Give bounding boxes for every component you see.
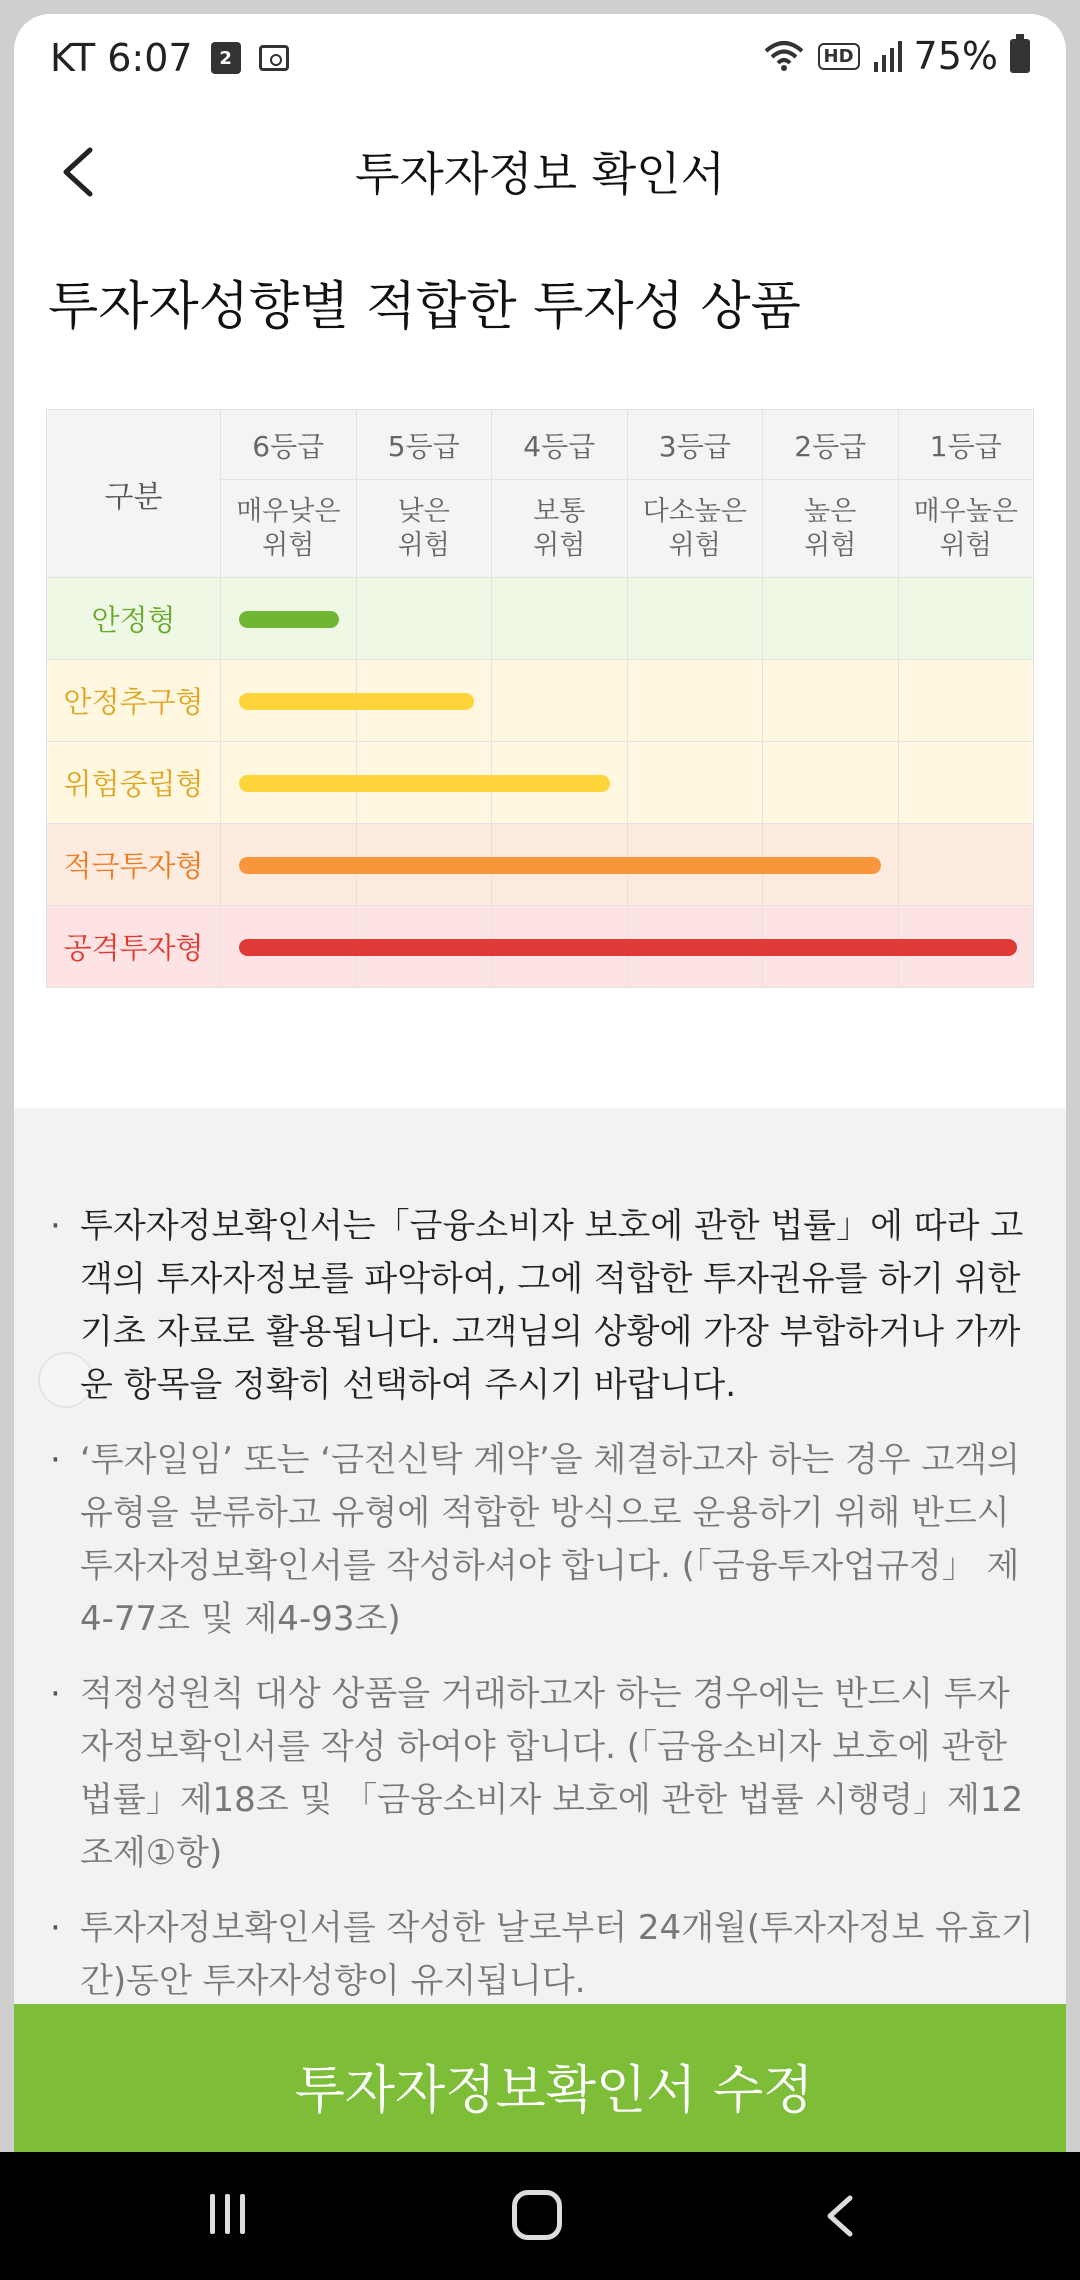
battery-icon — [1010, 39, 1030, 73]
grade-cell — [492, 824, 628, 906]
system-nav-bar — [0, 2152, 1080, 2280]
grade-cell — [763, 578, 899, 660]
risk-grade-table — [46, 409, 1034, 988]
app-screen — [14, 14, 1066, 2280]
recent-apps-icon — [210, 2194, 215, 2234]
grade-cell — [763, 824, 899, 906]
grade-cell — [356, 578, 492, 660]
risk-header-line: 높은 — [804, 495, 857, 527]
grade-header: 6등급 — [221, 410, 357, 480]
table-row — [47, 906, 1034, 988]
screen-record-icon — [259, 45, 289, 71]
grade-cell — [763, 660, 899, 742]
grade-cell — [221, 578, 357, 660]
table-row — [47, 742, 1034, 824]
grade-cell — [898, 660, 1034, 742]
recent-apps-icon — [225, 2194, 230, 2234]
risk-header-line: 위험 — [397, 529, 450, 561]
grade-cell — [221, 824, 357, 906]
grade-cell — [221, 742, 357, 824]
notice-item: · 투자자정보확인서를 작성한 날로부터 24개월(투자자정보 유효기간)동안 투자자성향이 유지됩니다. — [50, 1902, 1040, 2008]
notice-list — [50, 1200, 1040, 2030]
row-label: 적극투자형 — [47, 824, 221, 906]
grade-cell — [627, 906, 763, 988]
grade-cell — [356, 660, 492, 742]
risk-header-line: 매우낮은 — [236, 495, 341, 527]
risk-header-line: 위험 — [533, 529, 586, 561]
risk-header — [356, 480, 492, 578]
battery-percent: 75% — [913, 34, 998, 78]
recent-apps-button[interactable] — [210, 2194, 260, 2238]
status-bar — [14, 14, 1066, 94]
grade-cell — [627, 578, 763, 660]
grade-cell — [492, 578, 628, 660]
risk-header — [898, 480, 1034, 578]
row-label: 공격투자형 — [47, 906, 221, 988]
recent-apps-icon — [240, 2194, 245, 2234]
grade-header: 3등급 — [627, 410, 763, 480]
chevron-left-icon — [820, 2194, 860, 2238]
table-corner-label: 구분 — [47, 410, 221, 578]
risk-header — [492, 480, 628, 578]
grade-header: 4등급 — [492, 410, 628, 480]
table-body — [47, 578, 1034, 988]
grade-cell — [492, 742, 628, 824]
grade-cell — [356, 742, 492, 824]
wifi-icon — [762, 39, 806, 73]
calendar-icon: 2 — [211, 42, 241, 74]
suitability-bar — [239, 611, 339, 628]
grade-cell — [898, 824, 1034, 906]
grade-header: 5등급 — [356, 410, 492, 480]
grade-cell — [492, 906, 628, 988]
grade-cell — [898, 742, 1034, 824]
home-button[interactable] — [512, 2190, 562, 2240]
risk-header — [763, 480, 899, 578]
grade-cell — [627, 660, 763, 742]
grade-header: 1등급 — [898, 410, 1034, 480]
system-back-button[interactable] — [820, 2194, 860, 2238]
grade-cell — [763, 906, 899, 988]
risk-header-line: 낮은 — [397, 495, 450, 527]
grade-cell — [221, 906, 357, 988]
grade-cell — [356, 824, 492, 906]
grade-cell — [492, 660, 628, 742]
risk-header-line: 위험 — [262, 529, 315, 561]
page-title: 투자자정보 확인서 — [354, 147, 726, 201]
section-title: 투자자성향별 적합한 투자성 상품 — [48, 277, 801, 337]
risk-header — [627, 480, 763, 578]
row-label: 위험중립형 — [47, 742, 221, 824]
risk-header-line: 매우높은 — [913, 495, 1018, 527]
signal-icon — [872, 40, 902, 72]
notice-item: · ‘투자일임’ 또는 ‘금전신탁 계약’을 체결하고자 하는 경우 고객의 유형을 분류하고 유형에 적합한 방식으로 운용하기 위해 반드시 투자자정보확인서를 작성하셔야 합니다. (「금융투자업규정」 제4-77조 및 제4-93조) — [50, 1434, 1040, 1646]
risk-header-line: 보통 — [533, 495, 586, 527]
grade-cell — [221, 660, 357, 742]
notice-item: · 투자자정보확인서는「금융소비자 보호에 관한 법률」에 따라 고객의 투자자정보를 파악하여, 그에 적합한 투자권유를 하기 위한 기초 자료로 활용됩니다. 고객님의 상황에 가장 부합하거나 가까운 항목을 정확히 선택하여 주시기 바랍니다. — [50, 1200, 1040, 1412]
risk-header-line: 다소높은 — [642, 495, 747, 527]
grade-cell — [898, 906, 1034, 988]
table-row — [47, 578, 1034, 660]
grade-cell — [627, 742, 763, 824]
app-header — [14, 114, 1066, 224]
grade-cell — [356, 906, 492, 988]
table-row — [47, 824, 1034, 906]
table-row — [47, 660, 1034, 742]
risk-header-line: 위험 — [668, 529, 721, 561]
risk-header — [221, 480, 357, 578]
grade-header: 2등급 — [763, 410, 899, 480]
row-label: 안정추구형 — [47, 660, 221, 742]
grade-cell — [627, 824, 763, 906]
risk-header-line: 위험 — [939, 529, 992, 561]
row-label: 안정형 — [47, 578, 221, 660]
grade-cell — [763, 742, 899, 824]
carrier-time: KT 6:07 — [50, 36, 193, 80]
grade-cell — [898, 578, 1034, 660]
risk-header-line: 위험 — [804, 529, 857, 561]
notice-area — [14, 1108, 1066, 2008]
edit-investor-info-button[interactable]: 투자자정보확인서 수정 — [14, 2004, 1066, 2166]
notice-item: · 적정성원칙 대상 상품을 거래하고자 하는 경우에는 반드시 투자자정보확인서를 작성 하여야 합니다. (「금융소비자 보호에 관한 법률」제18조 및 「금융소비자 보호에 관한 법률 시행령」제12조제①항) — [50, 1668, 1040, 1880]
hd-voice-icon: HD — [818, 43, 860, 70]
